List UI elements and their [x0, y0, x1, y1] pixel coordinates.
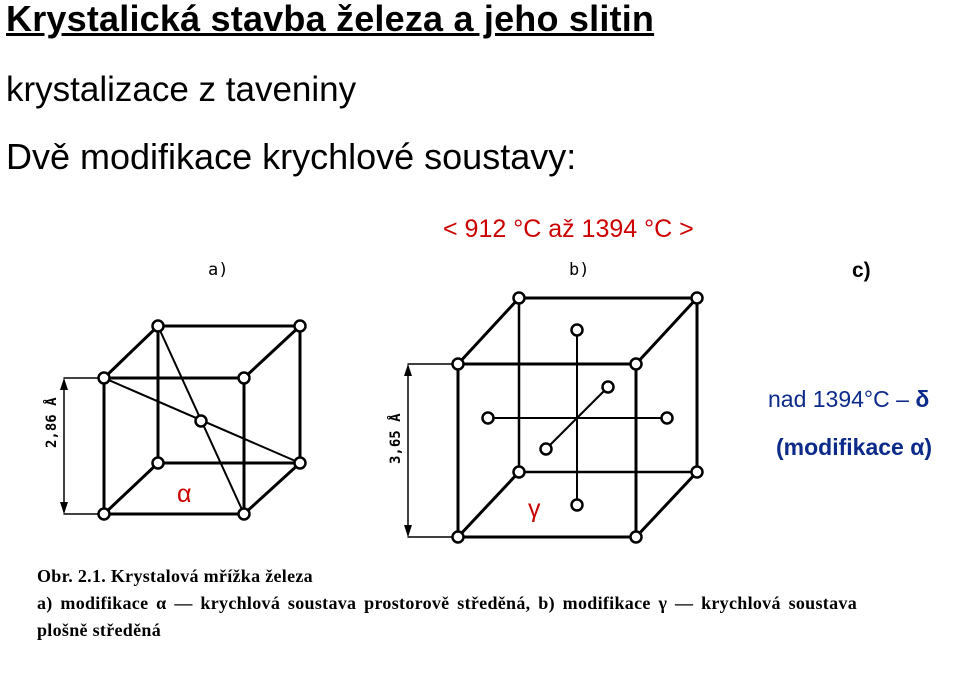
caption-line-1: Obr. 2.1. Krystalová mřížka železa [37, 566, 313, 586]
atom [453, 532, 464, 543]
caption-line-3: plošně středěná [37, 620, 162, 640]
atom-face [572, 500, 583, 511]
atom [692, 293, 703, 304]
figure-label-b: b) [569, 260, 590, 280]
atom [295, 321, 306, 332]
alpha-symbol: α [177, 480, 192, 508]
atom-face [541, 444, 552, 455]
section-heading: Dvě modifikace krychlové soustavy: [6, 136, 577, 177]
atom-face [572, 325, 583, 336]
caption-line-2: a) modifikace α — krychlová soustava prostorově středěná, b) modifikace γ — krychlová soustava [37, 593, 857, 613]
gamma-symbol: γ [528, 495, 541, 523]
atom [514, 293, 525, 304]
atom-face [483, 413, 494, 424]
delta-modification: (modifikace α) [776, 434, 933, 460]
dimension-b-label: 3,65 Å [388, 413, 404, 464]
atom [692, 467, 703, 478]
temperature-range: < 912 °C až 1394 °C > [443, 215, 694, 243]
atom [99, 373, 110, 384]
atom [99, 509, 110, 520]
atom [453, 359, 464, 370]
page-title: Krystalická stavba železa a jeho slitin [6, 0, 655, 39]
atom [514, 467, 525, 478]
atom [239, 373, 250, 384]
delta-symbol: δ [915, 386, 930, 412]
atom-face [603, 382, 614, 393]
figure-label-a: a) [208, 260, 229, 280]
atom [295, 458, 306, 469]
dimension-a-label: 2,86 Å [44, 397, 60, 448]
atom [631, 532, 642, 543]
delta-note [768, 386, 929, 413]
subtitle: krystalizace z taveniny [6, 70, 357, 109]
atom [239, 509, 250, 520]
atom-face [662, 413, 673, 424]
atom-center [196, 416, 207, 427]
delta-note-prefix: nad 1394°C – [768, 386, 916, 412]
atom [153, 458, 164, 469]
atom [153, 321, 164, 332]
atom [631, 359, 642, 370]
figure-label-c: c) [852, 259, 871, 282]
